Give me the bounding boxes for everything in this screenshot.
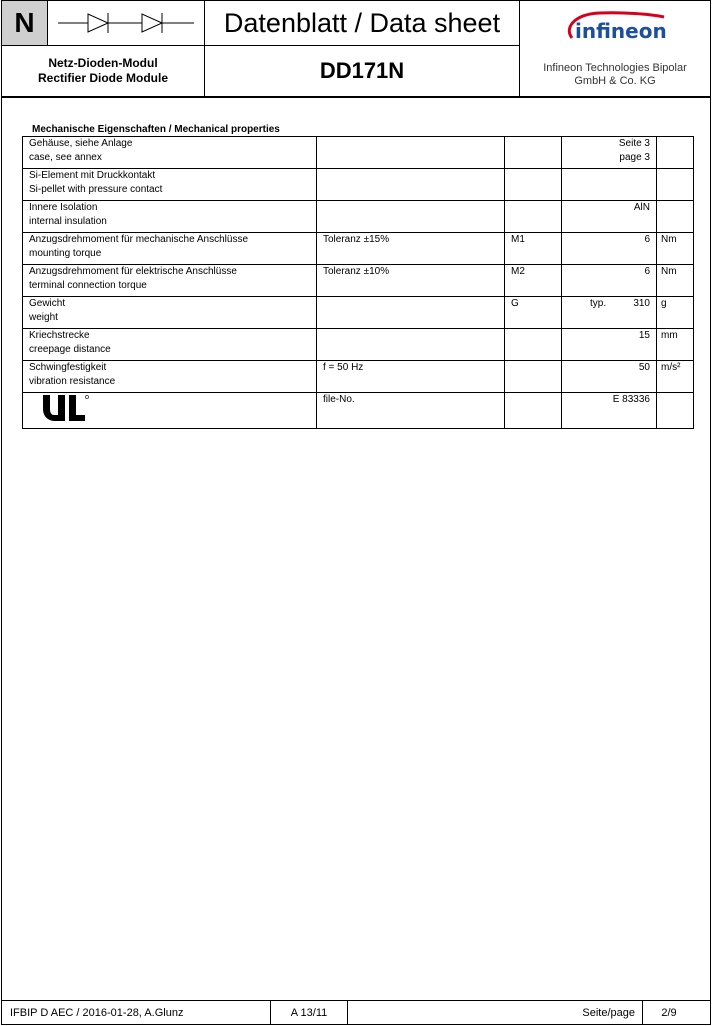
value: AlN bbox=[633, 202, 650, 213]
symbol: M2 bbox=[505, 265, 562, 297]
property-name bbox=[23, 297, 317, 329]
diode-symbol bbox=[48, 1, 204, 46]
subtitle-en: Rectifier Diode Module bbox=[37, 71, 168, 85]
property-name-en: vibration resistance bbox=[29, 376, 116, 387]
symbol: G bbox=[505, 297, 562, 329]
symbol bbox=[505, 137, 562, 169]
subtitle-de: Netz-Dioden-Modul bbox=[48, 56, 158, 70]
ul-logo-cell bbox=[23, 393, 317, 429]
condition bbox=[317, 201, 505, 233]
property-name bbox=[23, 329, 317, 361]
property-name-de: Innere Isolation bbox=[29, 202, 98, 213]
value: 15 bbox=[638, 330, 650, 341]
property-name-en: weight bbox=[29, 312, 58, 323]
table-row bbox=[23, 297, 694, 329]
table-row bbox=[23, 265, 694, 297]
property-name-en: terminal connection torque bbox=[29, 280, 147, 291]
unit bbox=[657, 169, 694, 201]
symbol bbox=[505, 201, 562, 233]
condition bbox=[317, 169, 505, 201]
value-cell bbox=[562, 329, 657, 361]
infineon-logo bbox=[520, 1, 710, 55]
value-cell bbox=[562, 361, 657, 393]
footer-revision: A 13/11 bbox=[290, 1007, 328, 1019]
class-letter: N bbox=[2, 1, 48, 46]
property-name-en: mounting torque bbox=[29, 248, 102, 259]
table-row bbox=[23, 169, 694, 201]
value-cell bbox=[562, 393, 657, 429]
infineon-logo-icon bbox=[560, 8, 670, 48]
property-name-en: internal insulation bbox=[29, 216, 107, 227]
unit: mm bbox=[657, 329, 694, 361]
value-cell bbox=[562, 233, 657, 265]
value-cell bbox=[562, 265, 657, 297]
value-cell bbox=[562, 297, 657, 329]
condition bbox=[317, 329, 505, 361]
table-row bbox=[23, 361, 694, 393]
property-name-en: case, see annex bbox=[29, 152, 102, 163]
part-number: DD171N bbox=[319, 58, 405, 83]
footer-doc-ref: IFBIP D AEC / 2016-01-28, A.Glunz bbox=[10, 1007, 184, 1019]
header-bottom-rule bbox=[2, 96, 710, 98]
property-name-en: Si-pellet with pressure contact bbox=[29, 184, 163, 195]
footer-page-label: Seite/page bbox=[582, 1007, 635, 1019]
product-subtitle bbox=[2, 47, 204, 95]
mechanical-properties-table bbox=[22, 136, 694, 429]
property-name-de: Anzugsdrehmoment für mechanische Anschlüsse bbox=[29, 234, 249, 245]
table-row bbox=[23, 137, 694, 169]
value: 310 bbox=[633, 298, 650, 309]
property-name-de: Si-Element mit Druckkontakt bbox=[29, 170, 156, 181]
value-cell bbox=[562, 201, 657, 233]
unit: Nm bbox=[657, 233, 694, 265]
value-cell bbox=[562, 137, 657, 169]
condition bbox=[317, 137, 505, 169]
property-name-de: Gewicht bbox=[29, 298, 66, 309]
typ-label: typ. bbox=[590, 298, 607, 309]
condition: Toleranz ±15% bbox=[317, 233, 505, 265]
property-name bbox=[23, 361, 317, 393]
symbol bbox=[505, 169, 562, 201]
symbol bbox=[505, 329, 562, 361]
property-name-de: Kriechstrecke bbox=[29, 330, 90, 341]
unit bbox=[657, 393, 694, 429]
property-name-de: Gehäuse, siehe Anlage bbox=[29, 138, 133, 149]
property-name-de: Anzugsdrehmoment für elektrische Anschlüsse bbox=[29, 266, 237, 277]
condition: file-No. bbox=[317, 393, 505, 429]
unit: m/s² bbox=[657, 361, 694, 393]
value: E 83336 bbox=[612, 394, 650, 405]
condition: Toleranz ±10% bbox=[317, 265, 505, 297]
property-name bbox=[23, 201, 317, 233]
value-secondary: page 3 bbox=[619, 152, 650, 163]
condition: f = 50 Hz bbox=[317, 361, 505, 393]
property-name-en: creepage distance bbox=[29, 344, 111, 355]
table-row bbox=[23, 201, 694, 233]
value-cell bbox=[562, 169, 657, 201]
section-title: Mechanische Eigenschaften / Mechanical properties bbox=[32, 124, 280, 135]
document-title: Datenblatt / Data sheet bbox=[205, 1, 519, 46]
condition bbox=[317, 297, 505, 329]
divider bbox=[347, 1000, 348, 1025]
symbol bbox=[505, 361, 562, 393]
property-name bbox=[23, 169, 317, 201]
property-name bbox=[23, 137, 317, 169]
value: 6 bbox=[644, 234, 650, 245]
value: 50 bbox=[638, 362, 650, 373]
unit: g bbox=[657, 297, 694, 329]
property-name bbox=[23, 233, 317, 265]
company-line2: GmbH & Co. KG bbox=[574, 75, 656, 87]
property-name-de: Schwingfestigkeit bbox=[29, 362, 107, 373]
value: Seite 3 bbox=[618, 138, 650, 149]
table-row bbox=[23, 393, 694, 429]
ul-recognized-icon bbox=[29, 393, 89, 423]
unit bbox=[657, 137, 694, 169]
footer-page-number: 2/9 bbox=[661, 1007, 677, 1019]
symbol bbox=[505, 393, 562, 429]
company-line1: Infineon Technologies Bipolar bbox=[543, 62, 687, 74]
value: 6 bbox=[644, 266, 650, 277]
property-name bbox=[23, 265, 317, 297]
unit bbox=[657, 201, 694, 233]
table-row bbox=[23, 329, 694, 361]
symbol: M1 bbox=[505, 233, 562, 265]
dual-diode-icon bbox=[48, 1, 204, 46]
company-name bbox=[520, 62, 710, 96]
table-row bbox=[23, 233, 694, 265]
logo-text: infineon bbox=[575, 19, 667, 43]
unit: Nm bbox=[657, 265, 694, 297]
